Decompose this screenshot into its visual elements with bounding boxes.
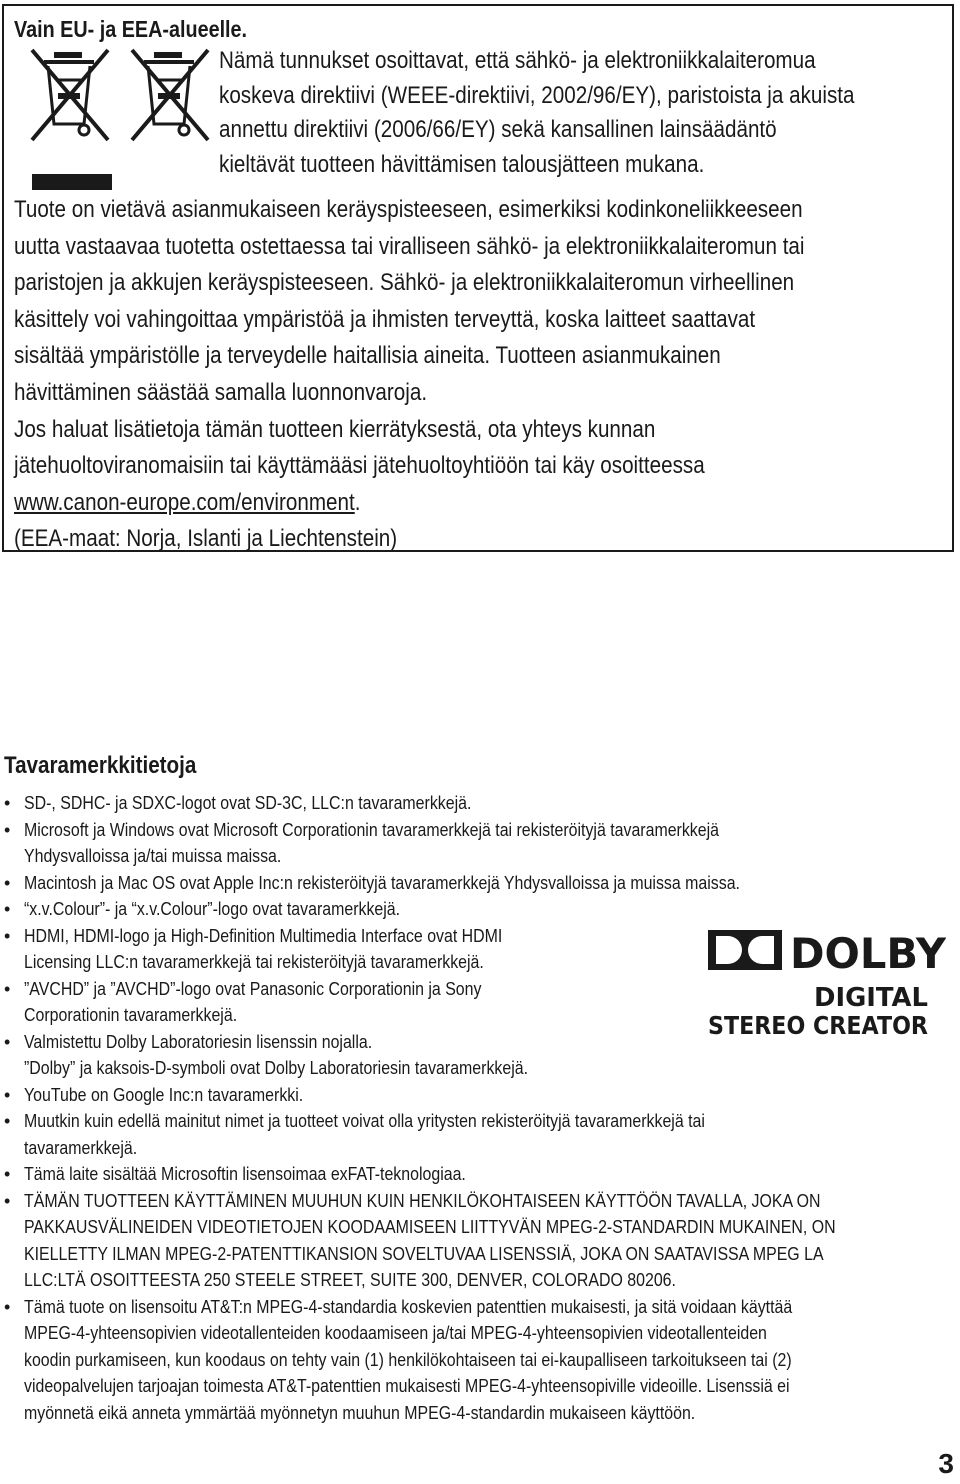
- dolby-wordmark: DOLBY: [790, 929, 946, 978]
- trademark-item: [4, 1294, 944, 1427]
- body-line: jätehuoltoviranomaisiin tai käyttämääsi jätehuoltoyhtiöön tai käy osoitteessa: [14, 452, 705, 480]
- bullet-icon: •: [4, 899, 11, 919]
- trademark-item: [4, 1082, 944, 1109]
- bullet-icon: •: [4, 819, 11, 840]
- trademark-item: [4, 790, 944, 817]
- trademark-line: myönnetä eikä anneta ymmärtää myönnetyn muuhun MPEG-4-standardin mukaiseen käyttöön.: [24, 1401, 696, 1423]
- body-line: uutta vastaavaa tuotetta ostettaessa tai viralliseen sähkö- ja elektroniikkalaiteromun tai: [14, 232, 805, 260]
- weee-icons: [26, 44, 216, 194]
- trademark-line: PAKKAUSVÄLINEIDEN VIDEOTIETOJEN KOODAAMISEEN LIITTYVÄN MPEG-2-STANDARDIN MUKAINEN, ON: [24, 1216, 836, 1237]
- dolby-double-d-icon: [708, 930, 782, 970]
- body-line: sisältää ympäristölle ja terveydelle haitallisia aineita. Tuotteen asianmukainen: [14, 342, 721, 370]
- environment-link-line: [14, 485, 821, 522]
- eu-body-text: [14, 192, 952, 558]
- trademark-line: MPEG-4-yhteensopivien videotallenteiden koodaamiseen ja/tai MPEG-4-yhteensopivien videotallenteiden: [24, 1322, 767, 1343]
- trademark-line: “x.v.Colour”- ja “x.v.Colour”-logo ovat tavaramerkkejä.: [24, 898, 401, 919]
- trademark-line: KIELLETTY ILMAN MPEG-2-PATENTTIKANSION SOVELTUVAA LISENSSIÄ, JOKA ON SAATAVISSA MPEG LA: [24, 1242, 824, 1264]
- page-number: 3: [938, 1448, 954, 1479]
- bullet-icon: •: [4, 793, 11, 813]
- dolby-digital-stereo-creator-logo: [706, 926, 946, 1038]
- trademark-item: [4, 817, 944, 870]
- trademark-line: Tämä laite sisältää Microsoftin lisensoimaa exFAT-teknologiaa.: [24, 1163, 466, 1184]
- trademark-line: koodin purkamiseen, kun koodaus on tehty vain (1) henkilökohtaiseen tai ei-kaupalliseen tarkoitukseen tai (2): [24, 1348, 792, 1370]
- trademark-line: Muutkin kuin edellä mainitut nimet ja tuotteet voivat olla yritysten rekisteröityjä tavaramerkkejä tai: [24, 1110, 705, 1131]
- bullet-icon: •: [4, 925, 11, 946]
- body-line: paristojen ja akkujen keräyspisteeseen. Sähkö- ja elektroniikkalaiteromun virheellinen: [14, 269, 795, 297]
- body-line: Tuote on vietävä asianmukaiseen keräyspisteeseen, esimerkiksi kodinkoneliikkeeseen: [14, 196, 803, 223]
- bullet-icon: •: [4, 872, 11, 893]
- link-suffix: .: [354, 488, 361, 516]
- trademark-item: [4, 1188, 944, 1294]
- bullet-icon: •: [4, 1084, 11, 1105]
- weee-text: [219, 44, 960, 182]
- body-line: Jos haluat lisätietoja tämän tuotteen kierrätyksestä, ota yhteys kunnan: [14, 415, 656, 443]
- trademark-line: Corporationin tavaramerkkejä.: [24, 1004, 238, 1025]
- eu-notice-heading: Vain EU- ja EEA-alueelle.: [14, 16, 248, 42]
- trademark-line: TÄMÄN TUOTTEEN KÄYTTÄMINEN MUUHUN KUIN HENKILÖKOHTAISEEN KÄYTTÖÖN TAVALLA, JOKA ON: [24, 1189, 821, 1211]
- body-line: käsittely voi vahingoittaa ympäristöä ja ihmisten terveyttä, koska laitteet saattavat: [14, 305, 756, 333]
- weee-underline-bar: [32, 174, 112, 190]
- weee-line: koskeva direktiivi (WEEE-direktiivi, 2002/96/EY), paristoista ja akuista: [219, 81, 855, 109]
- trademark-item: [4, 896, 944, 923]
- bullet-icon: •: [4, 1111, 11, 1131]
- bullet-icon: •: [4, 1296, 11, 1317]
- trademark-line: videopalvelujen tarjoajan toimesta AT&T-patenttien mukaisesti MPEG-4-yhteensopiville videoille. Lisenssiä ei: [24, 1375, 790, 1396]
- trademark-line: LLC:LTÄ OSOITTEESTA 250 STEELE STREET, SUITE 300, DENVER, COLORADO 80206.: [24, 1269, 676, 1290]
- trademark-line: Licensing LLC:n tavaramerkkejä tai rekisteröityjä tavaramerkkejä.: [24, 951, 484, 972]
- environment-link[interactable]: www.canon-europe.com/environment: [14, 488, 355, 516]
- trademark-line: ”AVCHD” ja ”AVCHD”-logo ovat Panasonic Corporationin ja Sony: [24, 977, 482, 999]
- eu-disposal-notice: [2, 4, 954, 552]
- trademark-item: [4, 1161, 944, 1188]
- weee-section: [14, 44, 952, 194]
- bullet-icon: •: [4, 1164, 11, 1184]
- body-line: hävittäminen säästää samalla luonnonvaroja.: [14, 378, 428, 406]
- dolby-digital-label: DIGITAL: [814, 983, 928, 1013]
- trademark-line: Microsoft ja Windows ovat Microsoft Corporationin tavaramerkkejä tai rekisteröityjä tavaramerkkejä: [24, 818, 719, 840]
- trademark-item: [4, 870, 944, 897]
- weee-line: Nämä tunnukset osoittavat, että sähkö- ja elektroniikkalaiteromua: [219, 47, 816, 74]
- trademark-line: tavaramerkkejä.: [24, 1136, 138, 1158]
- dolby-stereo-creator-label: STEREO CREATOR: [708, 1011, 928, 1038]
- trademark-item: [4, 1108, 944, 1161]
- trademark-line: Yhdysvalloissa ja/tai muissa maissa.: [24, 845, 282, 866]
- trademark-heading: Tavaramerkkitietoja: [4, 752, 197, 779]
- trademark-section: [4, 750, 944, 1426]
- weee-line: annettu direktiivi (2006/66/EY) sekä kansallinen lainsäädäntö: [219, 116, 777, 143]
- weee-line: kieltävät tuotteen hävittämisen talousjätteen mukana.: [219, 150, 705, 178]
- trademark-line: Valmistettu Dolby Laboratoriesin lisenssin nojalla.: [24, 1030, 373, 1052]
- crossed-out-wheelie-bin-icon: [32, 50, 108, 140]
- trademark-line: YouTube on Google Inc:n tavaramerkki.: [24, 1083, 304, 1105]
- trademark-line: Macintosh ja Mac OS ovat Apple Inc:n rekisteröityjä tavaramerkkejä Yhdysvalloissa ja muissa maissa.: [24, 871, 740, 893]
- bullet-icon: •: [4, 978, 11, 999]
- trademark-line: ”Dolby” ja kaksois-D-symboli ovat Dolby Laboratoriesin tavaramerkkejä.: [24, 1057, 529, 1078]
- trademark-list: [4, 790, 944, 1426]
- trademark-line: HDMI, HDMI-logo ja High-Definition Multimedia Interface ovat HDMI: [24, 924, 503, 946]
- bullet-icon: •: [4, 1190, 11, 1211]
- eea-line: (EEA-maat: Norja, Islanti ja Liechtenstein): [14, 525, 398, 553]
- crossed-out-wheelie-bin-with-chemical-mark-icon: [132, 50, 208, 140]
- trademark-line: SD-, SDHC- ja SDXC-logot ovat SD-3C, LLC:n tavaramerkkejä.: [24, 792, 472, 813]
- trademark-line: Tämä tuote on lisensoitu AT&T:n MPEG-4-standardia koskevien patenttien mukaisesti, ja sitä voidaan käyttää: [24, 1295, 793, 1317]
- bullet-icon: •: [4, 1031, 11, 1052]
